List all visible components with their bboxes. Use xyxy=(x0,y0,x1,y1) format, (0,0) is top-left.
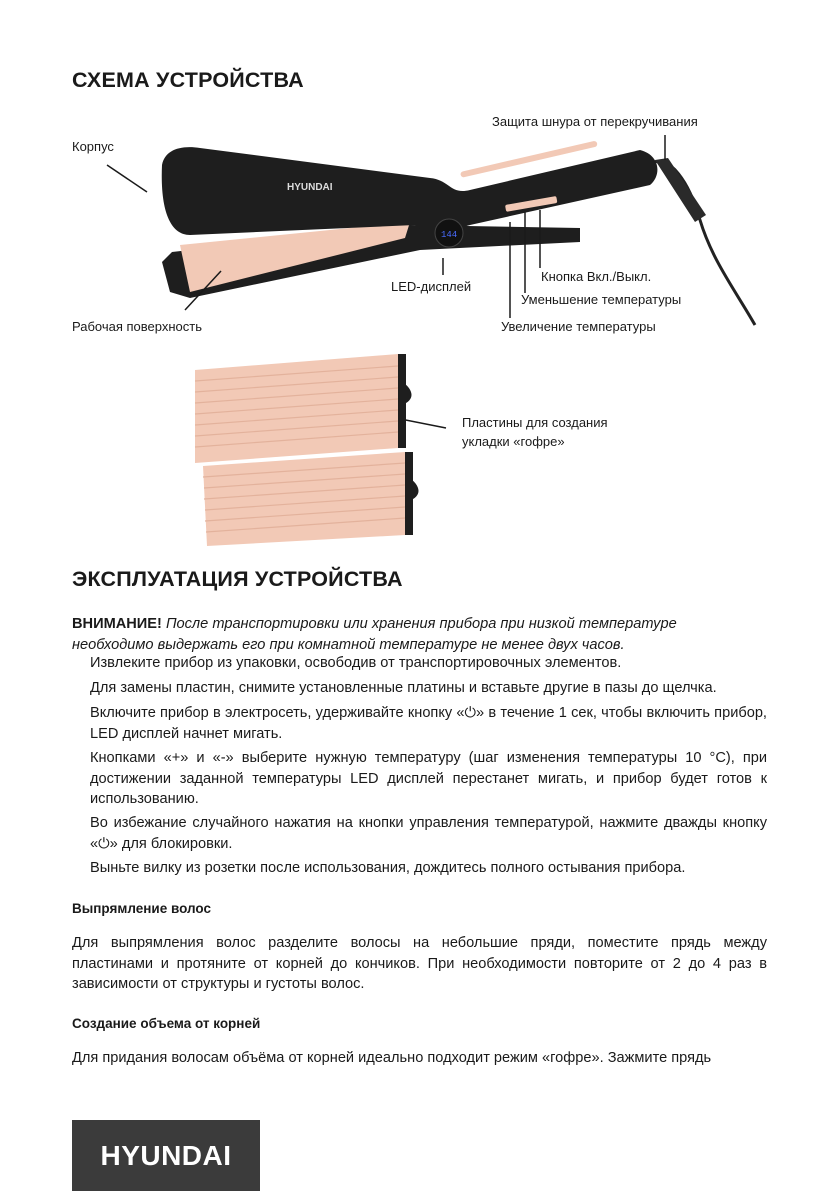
upper-arm xyxy=(162,147,658,235)
straightening-heading: Выпрямление волос xyxy=(72,901,211,916)
label-cord-protection: Защита шнура от перекручивания xyxy=(492,114,698,129)
label-working-surface: Рабочая поверхность xyxy=(72,319,202,334)
step-6: Выньте вилку из розетки после использования, дождитесь полного остывания прибора. xyxy=(90,860,686,876)
cord-swivel xyxy=(655,158,706,222)
led-readout: 144 xyxy=(441,230,458,240)
label-power-button: Кнопка Вкл./Выкл. xyxy=(541,269,652,284)
warning-label: ВНИМАНИЕ! xyxy=(72,616,162,632)
crimp-plate-2 xyxy=(203,452,419,546)
label-led-display: LED-дисплей xyxy=(391,279,472,294)
hyundai-logo: HYUNDAI xyxy=(72,1120,260,1191)
label-body: Корпус xyxy=(72,139,114,154)
label-crimp-plates-2: укладки «гофре» xyxy=(462,434,565,449)
label-temp-down: Уменьшение температуры xyxy=(521,292,682,307)
crimp-plate-1 xyxy=(195,354,412,463)
operation-title: ЭКСПЛУАТАЦИЯ УСТРОЙСТВА xyxy=(72,567,403,591)
label-temp-up: Увеличение температуры xyxy=(501,319,656,334)
step-2: Для замены пластин, снимите установленные платины и вставьте другие в пазы до щелчка. xyxy=(90,680,717,696)
volume-text: Для придания волосам объёма от корней идеально подходит режим «гофре». Зажмите прядь xyxy=(72,1050,712,1066)
step-3: Включите прибор в электросеть, удерживайте кнопку «⏻» в течение 1 сек, чтобы включить прибор, LED дисплей начнет мигать. xyxy=(90,705,767,742)
label-crimp-plates-1: Пластины для создания xyxy=(462,415,608,430)
warning-text: После транспортировки или хранения прибора при низкой температуре необходимо выдержать его при комнатной температуре не менее двух часов. xyxy=(72,616,677,653)
step-1: Извлеките прибор из упаковки, освободив от транспортировочных элементов. xyxy=(90,655,622,671)
device-brand: HYUNDAI xyxy=(287,182,333,193)
volume-heading: Создание объема от корней xyxy=(72,1016,261,1031)
step-5: Во избежание случайного нажатия на кнопки управления температурой, нажмите дважды кнопку «⏻» для блокировки. xyxy=(90,815,767,852)
diagram-title: СХЕМА УСТРОЙСТВА xyxy=(72,68,304,92)
step-4: Кнопками «+» и «-» выберите нужную температуру (шаг изменения температуры 10 °С), при достижении заданной температуры LED дисплей перестанет мигать, и прибор будет готов к использованию. xyxy=(90,750,767,808)
straightening-text: Для выпрямления волос разделите волосы на небольшие пряди, поместите прядь между пластинами и протяните от корней до кончиков. При необходимости повторите от 2 до 4 раз в зависимости от структуры и густоты волос. xyxy=(72,935,767,993)
warning-paragraph xyxy=(72,614,732,655)
